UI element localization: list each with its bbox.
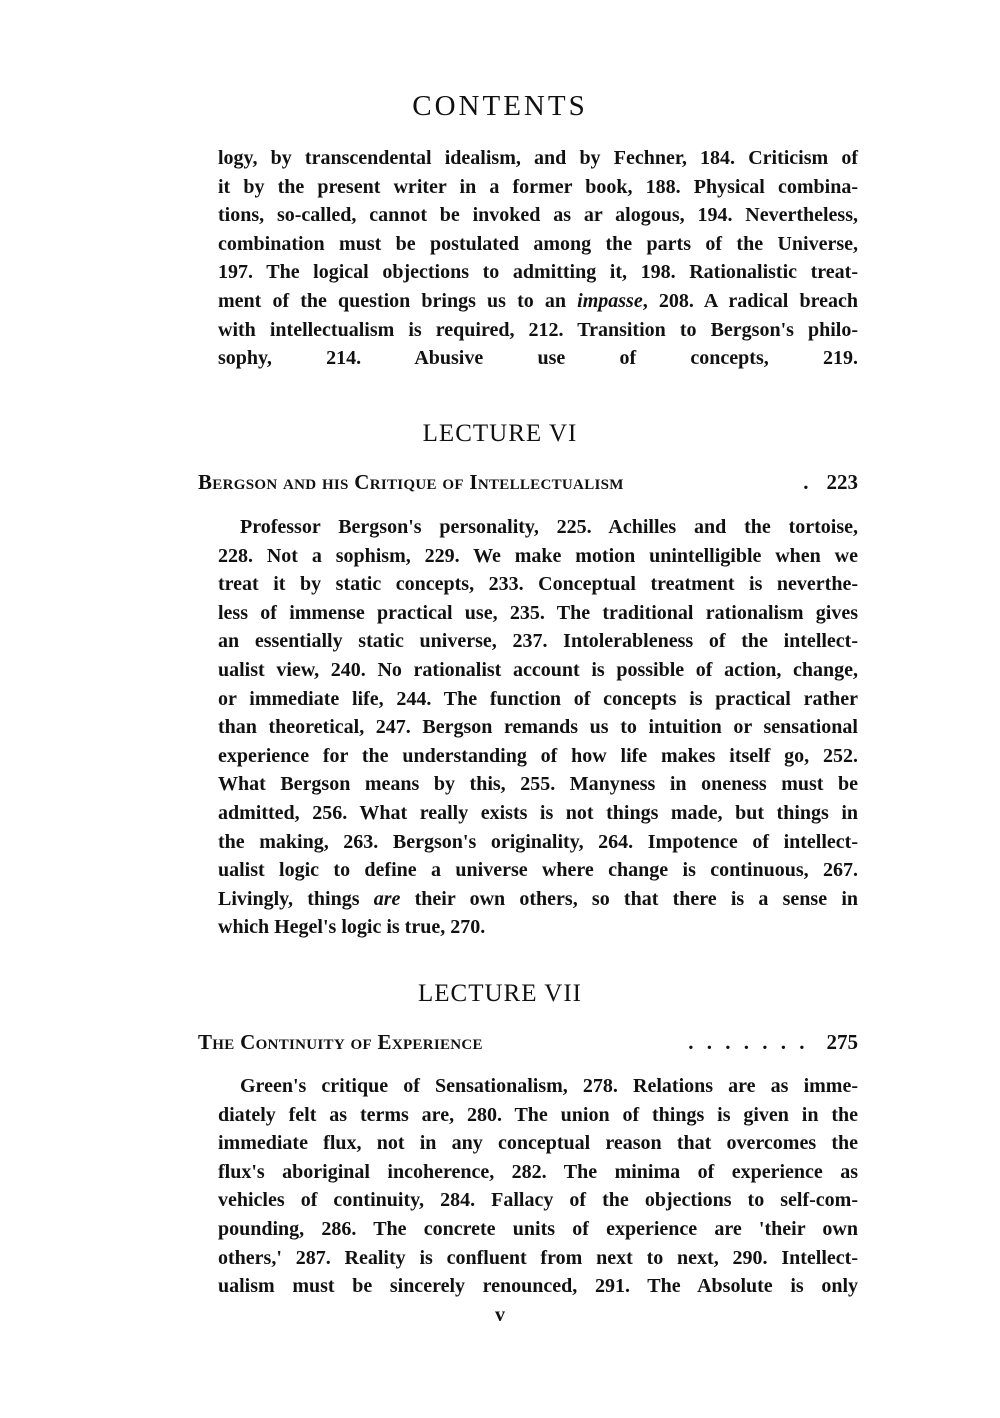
text-line: [218, 513, 858, 542]
text-line: [218, 627, 858, 656]
text-line: [218, 856, 858, 885]
text-segment: the making, 263. Bergson's originality, 264. Impotence of intellect-: [218, 830, 858, 853]
text-segment: treat it by static concepts, 233. Conceptual treatment is neverthe-: [218, 573, 858, 596]
text-line: [218, 713, 858, 742]
text-segment: diately felt as terms are, 280. The union of things is given in the: [218, 1103, 858, 1126]
text-line: [218, 542, 858, 571]
text-line: [218, 599, 858, 628]
text-line: [218, 144, 858, 173]
text-segment: others,' 287. Reality is confluent from next to next, 290. Intellect-: [218, 1246, 858, 1269]
text-segment: sophy, 214. Abusive use of concepts, 219.: [218, 347, 858, 370]
text-segment: pounding, 286. The concrete units of experience are 'their own: [218, 1217, 858, 1240]
text-segment: less of immense practical use, 235. The traditional rationalism gives: [218, 601, 858, 624]
text-segment: ualist view, 240. No rationalist account is possible of action, change,: [218, 658, 858, 681]
text-line: [218, 742, 858, 771]
text-segment: vehicles of continuity, 284. Fallacy of the objections to self-com-: [218, 1189, 858, 1212]
text-segment: Green's critique of Sensationalism, 278. Relations are as imme-: [240, 1075, 858, 1097]
text-line: [218, 1129, 858, 1158]
text-segment: logy, by transcendental idealism, and by Fechner, 184. Criticism of: [218, 147, 858, 169]
text-line: [218, 1158, 858, 1187]
text-segment: admitted, 256. What really exists is not things made, but things in: [218, 801, 858, 824]
text-segment: it by the present writer in a former book, 188. Physical combina-: [218, 175, 858, 198]
toc-page-number: 223: [826, 470, 858, 494]
text-segment: flux's aboriginal incoherence, 282. The minima of experience as: [218, 1160, 858, 1183]
text-segment: ualist logic to define a universe where change is continuous, 267.: [218, 859, 858, 882]
lecture-vii-label: LECTURE VII: [418, 980, 582, 1007]
text-segment: 197. The logical objections to admitting it, 198. Rationalistic treat-: [218, 261, 858, 284]
page-heading: CONTENTS: [412, 90, 588, 122]
text-segment: which Hegel's logic is true, 270.: [218, 916, 486, 939]
text-line: [218, 885, 858, 914]
text-segment: than theoretical, 247. Bergson remands us to intuition or sensational: [218, 716, 858, 739]
text-line: [218, 570, 858, 599]
text-segment: experience for the understanding of how life makes itself go, 252.: [218, 744, 858, 767]
text-line: [218, 799, 858, 828]
text-segment: What Bergson means by this, 255. Manyness in oneness must be: [218, 773, 858, 796]
text-segment: immediate flux, not in any conceptual reason that overcomes the: [218, 1132, 858, 1155]
text-line: [218, 258, 858, 287]
toc-entry-lecture-vi[interactable]: [198, 470, 858, 495]
text-line: [218, 1072, 858, 1101]
text-line: [218, 770, 858, 799]
italic-text: are: [373, 887, 401, 910]
text-segment: , 208. A radical breach: [642, 289, 858, 312]
page-folio: v: [495, 1304, 505, 1326]
toc-entry-lecture-vii[interactable]: [198, 1030, 858, 1055]
toc-leader: . . . . . . .: [688, 1030, 809, 1054]
text-segment: an essentially static universe, 237. Intolerableness of the intellect-: [218, 630, 858, 653]
text-line: [218, 1101, 858, 1130]
text-segment: Professor Bergson's personality, 225. Achilles and the tortoise,: [240, 516, 858, 538]
text-line: [218, 201, 858, 230]
intro-paragraph: [218, 144, 858, 373]
text-line: [218, 173, 858, 202]
text-line: [218, 1244, 858, 1273]
toc-entry-title: Bergson and his Critique of Intellectualism: [198, 470, 624, 494]
text-line: [218, 1186, 858, 1215]
text-line: [218, 316, 858, 345]
text-segment: 228. Not a sophism, 229. We make motion unintelligible when we: [218, 544, 858, 567]
text-line: [218, 287, 858, 316]
text-segment: tions, so-called, cannot be invoked as ar alogous, 194. Nevertheless,: [218, 204, 858, 227]
text-segment: combination must be postulated among the parts of the Universe,: [218, 232, 858, 255]
toc-leader: .: [803, 470, 809, 494]
text-line: [218, 656, 858, 685]
text-line: [218, 828, 858, 857]
text-segment: with intellectualism is required, 212. Transition to Bergson's philo-: [218, 318, 858, 341]
text-segment: ment of the question brings us to an: [218, 289, 578, 312]
text-line: [218, 913, 858, 942]
lecture-vi-summary: [218, 513, 858, 942]
toc-entry-title: The Continuity of Experience: [198, 1030, 483, 1054]
text-segment: ualism must be sincerely renounced, 291. The Absolute is only: [218, 1275, 858, 1298]
italic-text: impasse: [577, 289, 643, 312]
lecture-vi-label: LECTURE VI: [422, 420, 578, 447]
lecture-vii-summary: [218, 1072, 858, 1301]
text-segment: Livingly, things: [218, 887, 374, 910]
text-segment: or immediate life, 244. The function of concepts is practical rather: [218, 687, 858, 710]
text-segment: their own others, so that there is a sense in: [400, 887, 858, 910]
toc-page-number: 275: [826, 1030, 858, 1054]
text-line: [218, 230, 858, 259]
text-line: [218, 1215, 858, 1244]
text-line: [218, 685, 858, 714]
text-line: [218, 1272, 858, 1301]
text-line: [218, 344, 858, 373]
